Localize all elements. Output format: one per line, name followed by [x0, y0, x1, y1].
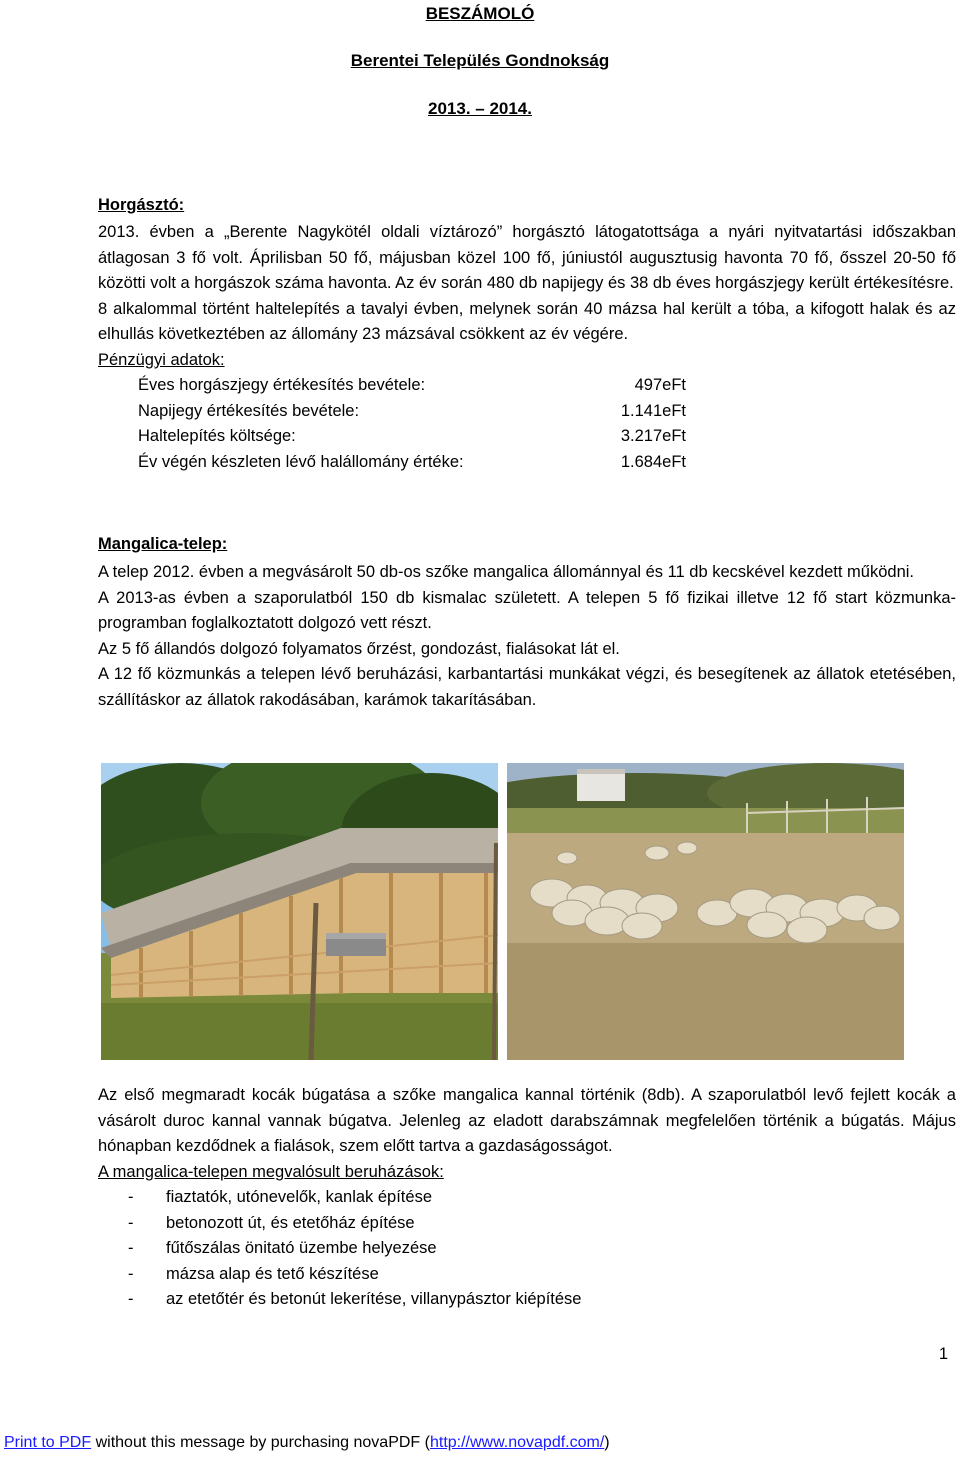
- fishing-section-body: [98, 220, 956, 475]
- fishing-paragraph-1: 2013. évben a „Berente Nagykötél oldali víztározó” horgásztó látogatottsága a nyári nyitvatartási időszakban átlagosan 3 fő volt. Áprilisban 50 fő, májusban közel 100 fő, júniustól augusztusig havonta 70 fő, ősszel 20-50 fő közötti volt a horgászok száma havonta. Az év során 480 db napijegy és 38 db éves horgászjegy került értékesítésre.: [98, 223, 956, 292]
- investment-item: [98, 1211, 956, 1237]
- finance-label: Napijegy értékesítés bevétele:: [138, 401, 360, 420]
- investments-list: [98, 1185, 956, 1313]
- bullet-dash: -: [128, 1213, 134, 1232]
- finance-label: Haltelepítés költsége:: [138, 427, 296, 445]
- finance-title: Pénzügyi adatok:: [98, 350, 225, 369]
- investment-text: fiaztatók, utónevelők, kanlak építése: [166, 1188, 432, 1206]
- finance-row: [98, 450, 956, 476]
- finance-label: Év végén készleten lévő halállomány értéke:: [138, 452, 464, 471]
- finance-value: 1.141eFt: [620, 401, 686, 420]
- print-footer: [4, 1434, 610, 1452]
- mangalica-paragraph-4: A 12 fő közmunkás a telepen lévő beruházási, karbantartási munkákat végzi, és besegítenek az állatok etetésében, szállításkor az állatok rakodásában, karámok takarításában.: [98, 665, 956, 709]
- investment-text: az etetőtér és betonút lekerítése, villanypásztor kiépítése: [166, 1290, 582, 1308]
- document-title: BESZÁMOLÓ: [425, 4, 535, 23]
- finance-row: [98, 373, 956, 399]
- organization-name: Berentei Település Gondnokság: [350, 51, 610, 70]
- footer-end: ): [604, 1434, 610, 1451]
- investment-item: [98, 1185, 956, 1211]
- investment-item: [98, 1287, 956, 1313]
- finance-row: [98, 424, 956, 450]
- investment-item: [98, 1236, 956, 1262]
- investment-item: [98, 1262, 956, 1288]
- finance-table: [98, 373, 956, 475]
- finance-row: [98, 399, 956, 425]
- bullet-dash: -: [128, 1290, 134, 1308]
- report-years: 2013. – 2014.: [428, 99, 532, 118]
- barn-construction-photo: [101, 763, 498, 1060]
- bullet-dash: -: [128, 1239, 134, 1257]
- page-number: 1: [938, 1345, 948, 1363]
- mangalica-continuation: [98, 1083, 956, 1313]
- finance-value: 497eFt: [634, 376, 686, 394]
- investment-text: fűtőszálas önitató üzembe helyezése: [166, 1239, 437, 1257]
- finance-value: 3.217eFt: [620, 427, 686, 445]
- mangalica-section-title: Mangalica-telep:: [98, 535, 228, 553]
- finance-value: 1.684eFt: [620, 452, 686, 471]
- mangalica-paragraph-1: A telep 2012. évben a megvásárolt 50 db-os szőke mangalica állománnyal és 11 db kecskével kezdett működni.: [98, 563, 915, 581]
- mangalica-herd-photo: [507, 763, 904, 1060]
- mangalica-section-body: [98, 560, 956, 713]
- finance-label: Éves horgászjegy értékesítés bevétele:: [138, 376, 426, 394]
- bullet-dash: -: [128, 1188, 134, 1206]
- print-to-pdf-link[interactable]: Print to PDF: [4, 1434, 92, 1451]
- investment-text: betonozott út, és etetőház építése: [166, 1213, 415, 1232]
- mangalica-paragraph-2: A 2013-as évben a szaporulatból 150 db kismalac született. A telepen 5 fő fizikai illetve 12 fő start közmunka-programban foglalkoztatott dolgozó vett részt.: [98, 588, 956, 632]
- footer-text: without this message by purchasing novaPDF (: [91, 1434, 430, 1451]
- fishing-paragraph-2: 8 alkalommal történt haltelepítés a tavalyi évben, melynek során 40 mázsa hal került a tóba, a kifogott halak és az elhullás következtében az állomány 23 mázsával csökkent az év végére.: [98, 299, 956, 343]
- bullet-dash: -: [128, 1264, 134, 1283]
- mangalica-paragraph-3: Az 5 fő állandós dolgozó folyamatos őrzést, gondozást, fialásokat lát el.: [98, 639, 620, 658]
- novapdf-link[interactable]: http://www.novapdf.com/: [429, 1434, 605, 1451]
- mangalica-paragraph-5: Az első megmaradt kocák búgatása a szőke mangalica kannal történik (8db). A szaporulatból levő fejlett kocák a vásárolt duroc kannal vannak búgatva. Jelenleg az eladott darabszámnak megfelelően történik a búgatás. Május hónapban kezdődnek a fialások, szem előtt tartva a gazdaságosságot.: [98, 1086, 956, 1155]
- investment-text: mázsa alap és tető készítése: [166, 1264, 379, 1283]
- investments-title: A mangalica-telepen megvalósult beruházások:: [98, 1162, 444, 1181]
- fishing-section-title: Horgásztó:: [98, 196, 185, 214]
